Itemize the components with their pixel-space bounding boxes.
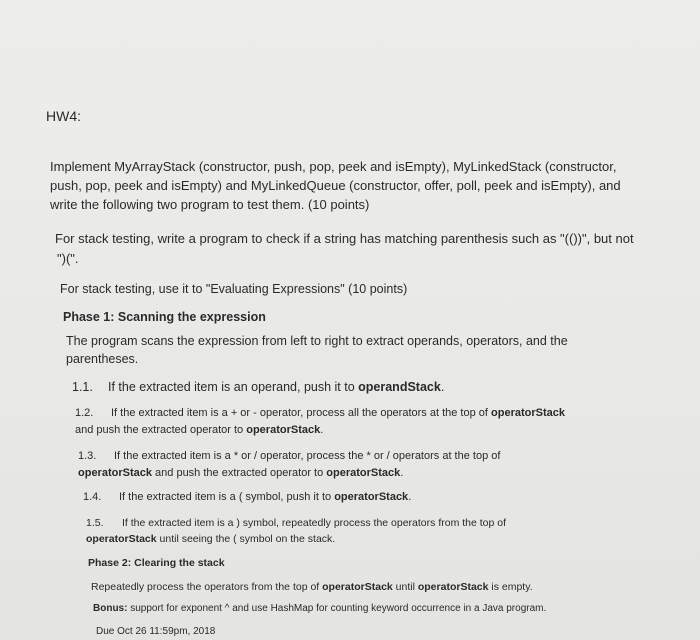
step-number: 1.1. [72, 380, 93, 394]
step-text: until seeing the ( symbol on the stack. [156, 533, 336, 545]
step-number: 1.3. [78, 450, 97, 462]
step-text: . [400, 467, 404, 479]
step-bold: operatorStack [326, 467, 401, 479]
step-line [75, 407, 565, 419]
step-line [86, 533, 335, 545]
stack-testing-line: ")(". [57, 251, 79, 266]
phase2-bold: operatorStack [322, 581, 393, 593]
step-bold: operandStack [358, 380, 441, 394]
phase2-text: Repeatedly process the operators from the top of [91, 581, 323, 593]
step-bold: operatorStack [246, 424, 321, 436]
step-number: 1.2. [75, 407, 94, 419]
step-text: and push the extracted operator to [75, 424, 247, 436]
step-bold: operatorStack [491, 407, 565, 419]
page-title: HW4: [46, 108, 81, 124]
phase1-desc-line: The program scans the expression from left to right to extract operands, operators, and the [66, 334, 568, 348]
bonus-text: support for exponent ^ and use HashMap for counting keyword occurrence in a Java program. [127, 603, 547, 614]
step-text: . [320, 424, 324, 436]
step-1-4 [83, 491, 411, 503]
stack-testing-evaluating: For stack testing, use it to "Evaluating Expressions" (10 points) [60, 282, 408, 296]
intro-line: write the following two program to test them. (10 points) [50, 197, 370, 212]
step-number: 1.5. [86, 517, 104, 529]
due-date: Due Oct 26 11:59pm, 2018 [96, 626, 216, 637]
step-line [75, 424, 323, 436]
step-text: If the extracted item is a ( symbol, push it to [119, 491, 335, 503]
bonus-line [93, 603, 546, 614]
step-text: If the extracted item is a * or / operator, process the * or / operators at the top of [114, 450, 501, 462]
bonus-label: Bonus: [93, 603, 128, 614]
step-bold: operatorStack [86, 533, 157, 545]
phase1-heading: Phase 1: Scanning the expression [63, 310, 266, 324]
intro-line: Implement MyArrayStack (constructor, push, pop, peek and isEmpty), MyLinkedStack (constructor, [50, 159, 617, 174]
phase1-desc-line: parentheses. [66, 352, 139, 366]
step-text: If the extracted item is an operand, push it to [108, 380, 359, 394]
stack-testing-line: For stack testing, write a program to check if a string has matching parenthesis such as "(())", but not [55, 231, 634, 246]
phase2-text: until [392, 581, 418, 593]
step-line [86, 517, 506, 529]
step-line [78, 450, 500, 462]
step-text: and push the extracted operator to [151, 467, 327, 479]
phase2-heading: Phase 2: Clearing the stack [88, 557, 225, 569]
step-line [78, 467, 403, 479]
step-bold: operatorStack [334, 491, 409, 503]
phase2-bold: operatorStack [417, 581, 489, 593]
step-text: If the extracted item is a ) symbol, repeatedly process the operators from the top of [122, 517, 507, 529]
phase2-text: is empty. [488, 581, 533, 593]
step-number: 1.4. [83, 491, 102, 503]
step-1-1 [72, 380, 444, 394]
step-text: . [440, 380, 445, 394]
step-text: If the extracted item is a + or - operator, process all the operators at the top of [111, 407, 492, 419]
step-bold: operatorStack [78, 467, 152, 479]
intro-line: push, pop, peek and isEmpty) and MyLinkedQueue (constructor, offer, poll, peek and isEmpty), and [50, 178, 621, 193]
step-text: . [408, 491, 412, 503]
phase2-description [91, 581, 533, 593]
